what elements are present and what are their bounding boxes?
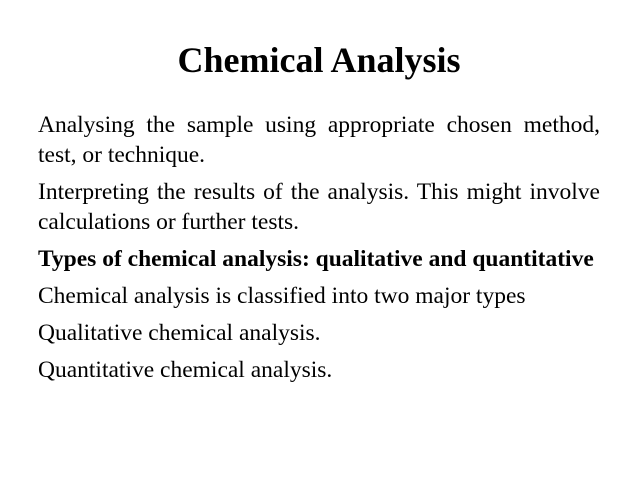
paragraph-qualitative: Qualitative chemical analysis. [38, 320, 321, 346]
slide-title: Chemical Analysis [177, 40, 461, 80]
paragraph-types-heading: Types of chemical analysis: qualitative and quantitative [38, 246, 594, 272]
paragraph-quantitative: Quantitative chemical analysis. [38, 357, 333, 383]
paragraph-analysing: Analysing the sample using appropriate chosen method, test, or technique. [38, 112, 600, 168]
slide-body [38, 110, 600, 392]
paragraph-classification: Chemical analysis is classified into two major types [38, 283, 526, 309]
paragraph-interpreting: Interpreting the results of the analysis. This might involve calculations or further tests. [38, 179, 600, 235]
